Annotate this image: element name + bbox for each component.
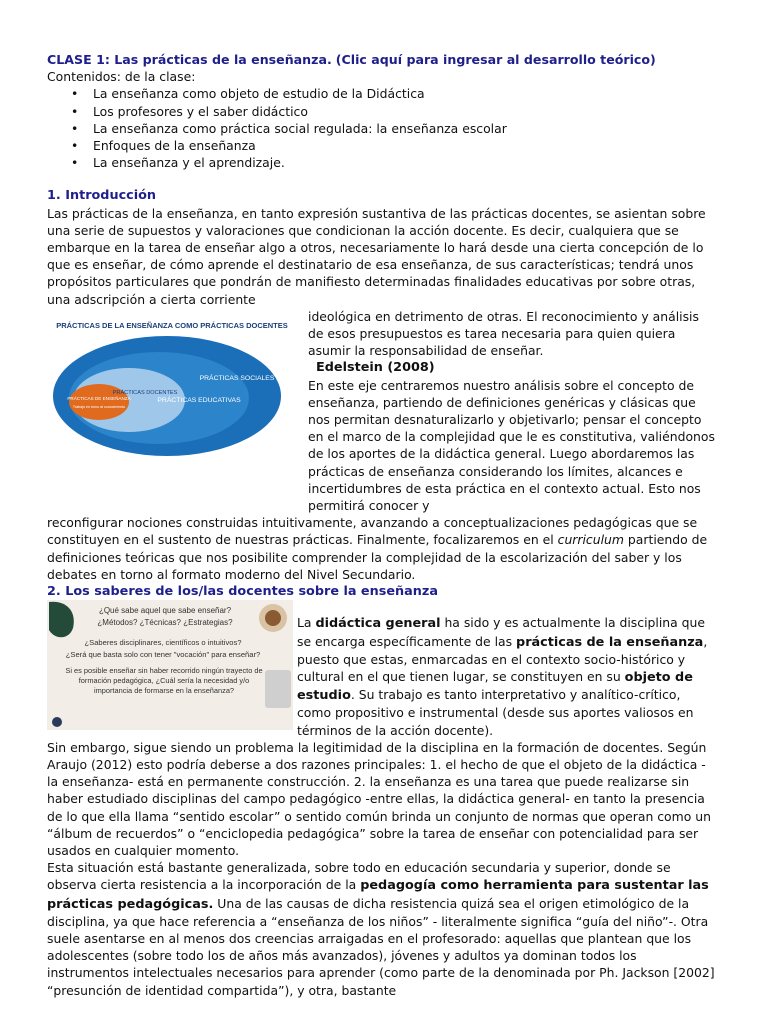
notebook-icon: [265, 670, 291, 708]
label-inner: PRÁCTICAS DOCENTES: [112, 389, 178, 396]
axis-paragraph-continued: reconfigurar nociones construidas intuitivamente, avanzando a conceptualizaciones pedagógicas que se constituyen en el sustento de nuestras prácticas. Finalmente, focalizaremos en el curriculum partiendo de definiciones teóricas que nos posibilite comprender la complejidad de la escolarización del saber y los debates en torno al formato moderno del Nivel Secundario.: [47, 515, 708, 582]
question-2: ¿Métodos? ¿Técnicas? ¿Estrategias?: [97, 618, 233, 628]
section-heading-knowledge: 2. Los saberes de los/las docentes sobre la enseñanza: [47, 584, 438, 600]
contents-label: Contenidos: de la clase:: [47, 69, 196, 85]
class-title-label: CLASE 1: Las prácticas de la enseñanza.: [47, 52, 332, 67]
diagram-title: PRÁCTICAS DE LA ENSEÑANZA COMO PRÁCTICAS DOCENTES: [56, 320, 288, 330]
class-title-link[interactable]: (Clic aquí para ingresar al desarrollo teórico): [335, 52, 656, 67]
list-item: • La enseñanza como objeto de estudio de la Didáctica: [93, 85, 715, 102]
intro-figure-row: [47, 308, 715, 514]
knowledge-figure-row: [47, 600, 715, 738]
label-core: PRÁCTICAS DE ENSEÑANZA: [67, 395, 131, 401]
class-title: [47, 51, 715, 68]
question-3: ¿Saberes disciplinares, científicos o intuitivos?: [84, 638, 242, 648]
intro-paragraph: Las prácticas de la enseñanza, en tanto expresión sustantiva de las prácticas docentes, se asientan sobre una serie de supuestos y valoraciones que condicionan la acción docente. Es decir, cualquiera que se embarque en la tarea de enseñar algo a otros, necesariamente lo hará desde una cierta concepción de lo que es enseñar, de cómo aprende el destinatario de esa enseñanza, de sus características; tendrá unos propósitos particulares que pondrán de manifiesto determinadas finalidades educativas por sobre otras, una adscripción a cierta corriente: [47, 205, 706, 307]
questions-illustration: [47, 600, 293, 730]
section-heading-introduction: 1. Introducción: [47, 188, 157, 204]
list-item: • La enseñanza como práctica social regulada: la enseñanza escolar: [93, 120, 715, 137]
label-middle: PRÁCTICAS EDUCATIVAS: [157, 396, 241, 404]
question-5: Si es posible enseñar sin haber recorrido ningún trayecto de formación pedagógica, ¿Cuál sería la necesidad y/o importancia de formarse en la enseñanza?: [65, 666, 263, 695]
curriculum-term: curriculum: [557, 532, 624, 548]
resistance-paragraph: Esta situación está bastante generalizada, sobre todo en educación secundaria y superior, donde se observa cierta resistencia a la incorporación de la pedagogía como herramienta para sustentar las prácticas pedagógicas. Una de las causas de dicha resistencia quizá sea el origen etimológico de la disciplina, ya que hace referencia a “enseñanza de los niños” - literalmente significa “guía del niño”-. Otra suele asentarse en al menos dos creencias arraigadas en el profesorado: aquellas que plantean que los adolescentes (sobre todo los de años más avanzados), jóvenes y adultos ya dominan todos los instrumentos intelectuales necesarios para aprender (como parte de la denominada por Ph. Jackson [2002] “presunción de identidad compartida”), y otra, bastante: [47, 860, 715, 998]
didactics-paragraph: La didáctica general ha sido y es actualmente la disciplina que se encarga específicamente de las prácticas de la enseñanza, puesto que estas, enmarcadas en el contexto socio-histórico y cultural en el que tienen lugar, se constituyen en su objeto de estudio. Su trabajo es tanto interpretativo y analítico-crítico, como propositivo e instrumental (desde sus aportes valiosos en términos de la acción docente).: [297, 615, 708, 738]
label-outer: PRÁCTICAS SOCIALES: [199, 374, 275, 382]
didactics-wrap-text: [297, 600, 715, 738]
question-1: ¿Qué sabe aquel que sabe enseñar?: [98, 606, 232, 616]
question-4: ¿Será que basta solo con tener "vocación" para enseñar?: [65, 650, 261, 660]
intro-paragraph-continued: ideológica en detrimento de otras. El reconocimiento y análisis de esos presupuestos es tarea necesaria para quien quiera asumir la responsabilidad de enseñar.: [308, 308, 699, 359]
axis-paragraph: En este eje centraremos nuestro análisis sobre el concepto de enseñanza, partiendo de definiciones genéricas y clásicas que nos permitan desnaturalizarlo y objetivarlo; pensar el concepto en el marco de la complejidad que le es constitutiva, valiéndonos de los aportes de la didáctica general. Luego abordaremos las prácticas de enseñanza considerando los límites, alcances e incertidumbres de esta práctica en el contexto actual. Esto nos permitirá conocer y: [308, 377, 715, 514]
document-page: [47, 51, 715, 999]
legitimacy-paragraph: Sin embargo, sigue siendo un problema la legitimidad de la disciplina en la formación de docentes. Según Araujo (2012) esto podría deberse a dos razones principales: 1. el hecho de que el objeto de la didáctica -la enseñanza- está en permanente construcción. 2. la enseñanza es una tarea que puede realizarse sin haber estudiado disciplinas del campo pedagógico -entre ellas, la didáctica general- en tanto la presencia de lo que ella llama “sentido escolar” o sentido común brinda un conjunto de normas que operan como un “álbum de recuerdos” o “enciclopedia pedagógica” sobre la tarea de enseñar con potencialidad para ser usados en cualquier momento.: [47, 739, 711, 858]
list-item: • Los profesores y el saber didáctico: [93, 103, 715, 120]
teaching-practices-diagram: [47, 312, 297, 484]
citation: Edelstein (2008): [316, 360, 435, 376]
contents-list: [47, 85, 715, 171]
list-item: • La enseñanza y el aprendizaje.: [93, 154, 715, 171]
label-core-sub: Trabajo en torno al conocimiento: [72, 404, 126, 409]
list-item: • Enfoques de la enseñanza: [93, 137, 715, 154]
intro-wrap-text: [308, 308, 715, 514]
